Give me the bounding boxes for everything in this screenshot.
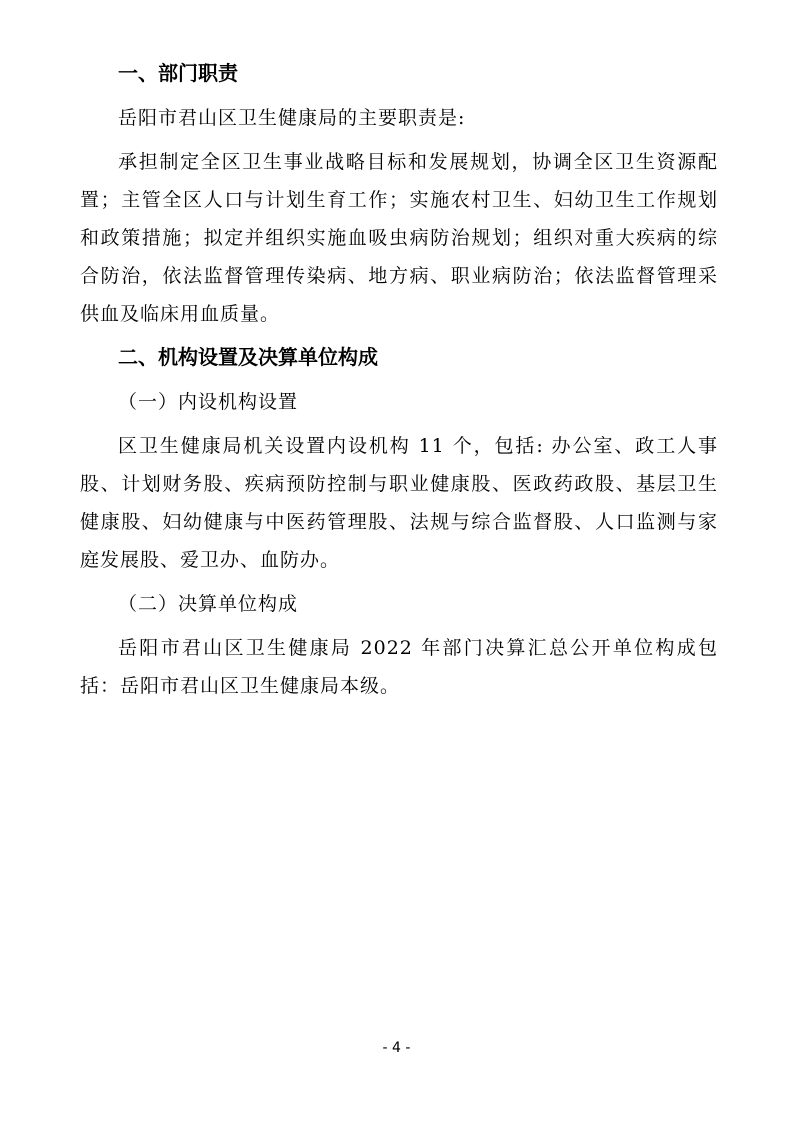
section1-body: 承担制定全区卫生事业战略目标和发展规划，协调全区卫生资源配置；主管全区人口与计划生育工作；实施农村卫生、妇幼卫生工作规划和政策措施；拟定并组织实施血吸虫病防治规划；组织对重大疾病的综合防治，依法监督管理传染病、地方病、职业病防治；依法监督管理采供血及临床用血质量。 bbox=[80, 151, 718, 325]
section2-heading: 二、机构设置及决算单位构成 bbox=[118, 345, 378, 369]
section2-sub1-body: 区卫生健康局机关设置内设机构 11 个，包括: 办公室、政工人事股、计划财务股、疾病预防控制与职业健康股、医政药政股、基层卫生健康股、妇幼健康与中医药管理股、法规与综合监督股、人口监测与家庭发展股、爱卫办、血防办。 bbox=[80, 435, 718, 571]
section2-sub2-body: 岳阳市君山区卫生健康局 2022 年部门决算汇总公开单位构成包括：岳阳市君山区卫生健康局本级。 bbox=[80, 637, 718, 697]
section1-intro: 岳阳市君山区卫生健康局的主要职责是: bbox=[118, 107, 466, 129]
page-number: - 4 - bbox=[382, 1040, 411, 1056]
section2-sub1-heading: （一）内设机构设置 bbox=[118, 391, 299, 413]
section1-heading: 一、部门职责 bbox=[118, 61, 238, 85]
document-body bbox=[80, 55, 718, 711]
section2-sub2-heading: （二）决算单位构成 bbox=[118, 593, 299, 615]
